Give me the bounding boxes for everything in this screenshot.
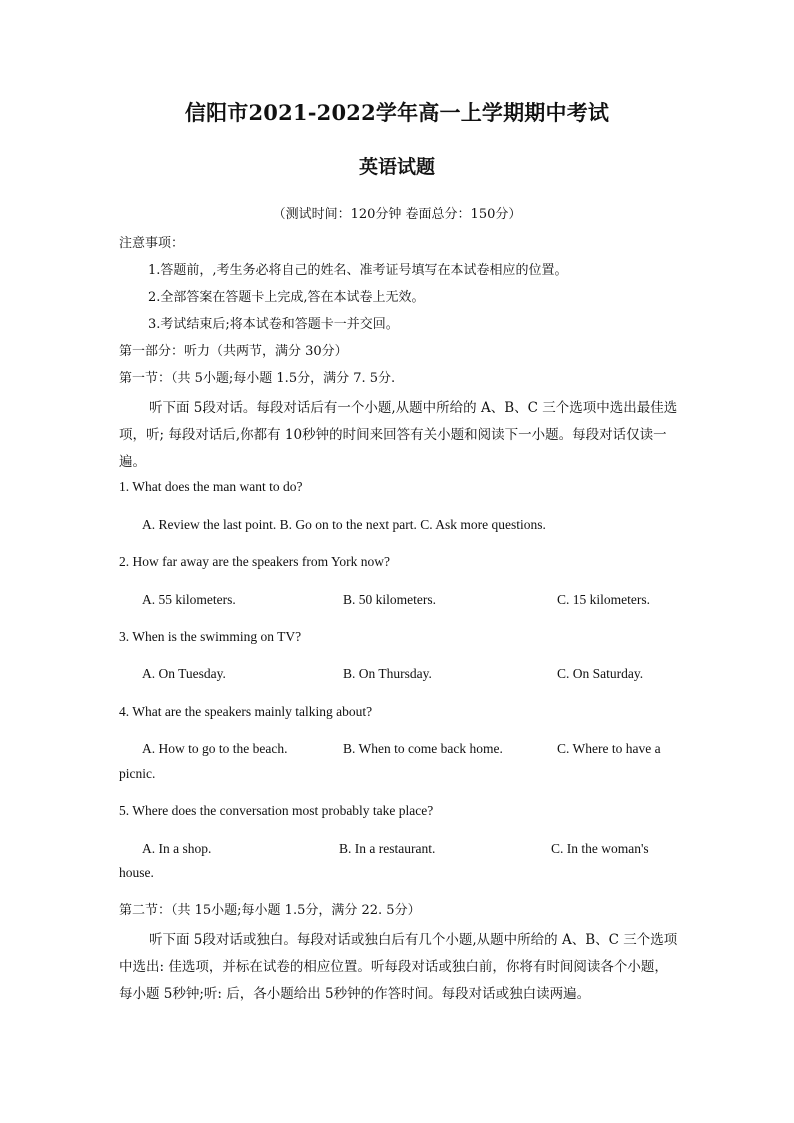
option-c: C. On Saturday.: [557, 666, 644, 681]
option-a: A. On Tuesday.: [142, 666, 226, 681]
option-c: C. 15 kilometers.: [557, 592, 650, 607]
question-stem: 2. How far away are the speakers from York now?: [119, 554, 391, 569]
option-b: B. 50 kilometers.: [343, 592, 436, 607]
question-stem: 1. What does the man want to do?: [119, 479, 303, 494]
option-b: B. On Thursday.: [343, 666, 432, 681]
option-wrap: picnic.: [119, 766, 156, 781]
note-item: 1.答题前，,考生务必将自己的姓名、准考证号填写在本试卷相应的位置。: [148, 263, 568, 278]
option-b: B. When to come back home.: [343, 741, 503, 756]
part1-heading: 第一部分：听力（共两节，满分 30分）: [119, 344, 348, 359]
section2-heading: 第二节：（共 15小题;每小题 1.5分，满分 22. 5分）: [119, 903, 421, 918]
section2-instructions: 听下面 5段对话或独白。每段对话或独白后有几个小题,从题中所给的 A、B、C 三个选项中选出: 佳选项，并标在试卷的相应位置。听每段对话或独白前，你将有时间阅读各个小题，每小题 5秒钟;听: 后，各小题给出 5秒钟的作答时间。每段对话或独白读两遍。: [119, 932, 678, 1002]
section1-instructions: 听下面 5段对话。每段对话后有一个小题,从题中所给的 A、B、C 三个选项中选出最佳选项，听; 每段对话后,你都有 10秒钟的时间来回答有关小题和阅读下一小题。每段对话仅读一遍。: [119, 400, 678, 470]
question-options: A. Review the last point. B. Go on to the next part. C. Ask more questions.: [142, 517, 546, 532]
option-c: C. Where to have a: [557, 741, 661, 756]
note-item: 3.考试结束后;将本试卷和答题卡一并交回。: [148, 317, 399, 332]
note-item: 2.全部答案在答题卡上完成,答在本试卷上无效。: [148, 290, 425, 305]
notes-heading: 注意事项：: [119, 236, 185, 251]
option-a: A. How to go to the beach.: [142, 741, 288, 756]
exam-title: 信阳市2021-2022学年高一上学期期中考试: [184, 100, 610, 125]
question-stem: 3. When is the swimming on TV?: [119, 629, 302, 644]
option-b: B. In a restaurant.: [339, 841, 436, 856]
section1-heading: 第一节：（共 5小题;每小题 1.5分，满分 7. 5分.: [119, 371, 396, 386]
exam-subtitle: 英语试题: [358, 156, 435, 178]
question-stem: 5. Where does the conversation most probably take place?: [119, 803, 434, 818]
option-c: C. In the woman's: [551, 841, 649, 856]
option-wrap: house.: [119, 865, 154, 880]
question-stem: 4. What are the speakers mainly talking about?: [119, 704, 373, 719]
option-a: A. In a shop.: [142, 841, 212, 856]
option-a: A. 55 kilometers.: [142, 592, 236, 607]
time-info: （测试时间：120分钟 卷面总分：150分）: [272, 207, 522, 222]
